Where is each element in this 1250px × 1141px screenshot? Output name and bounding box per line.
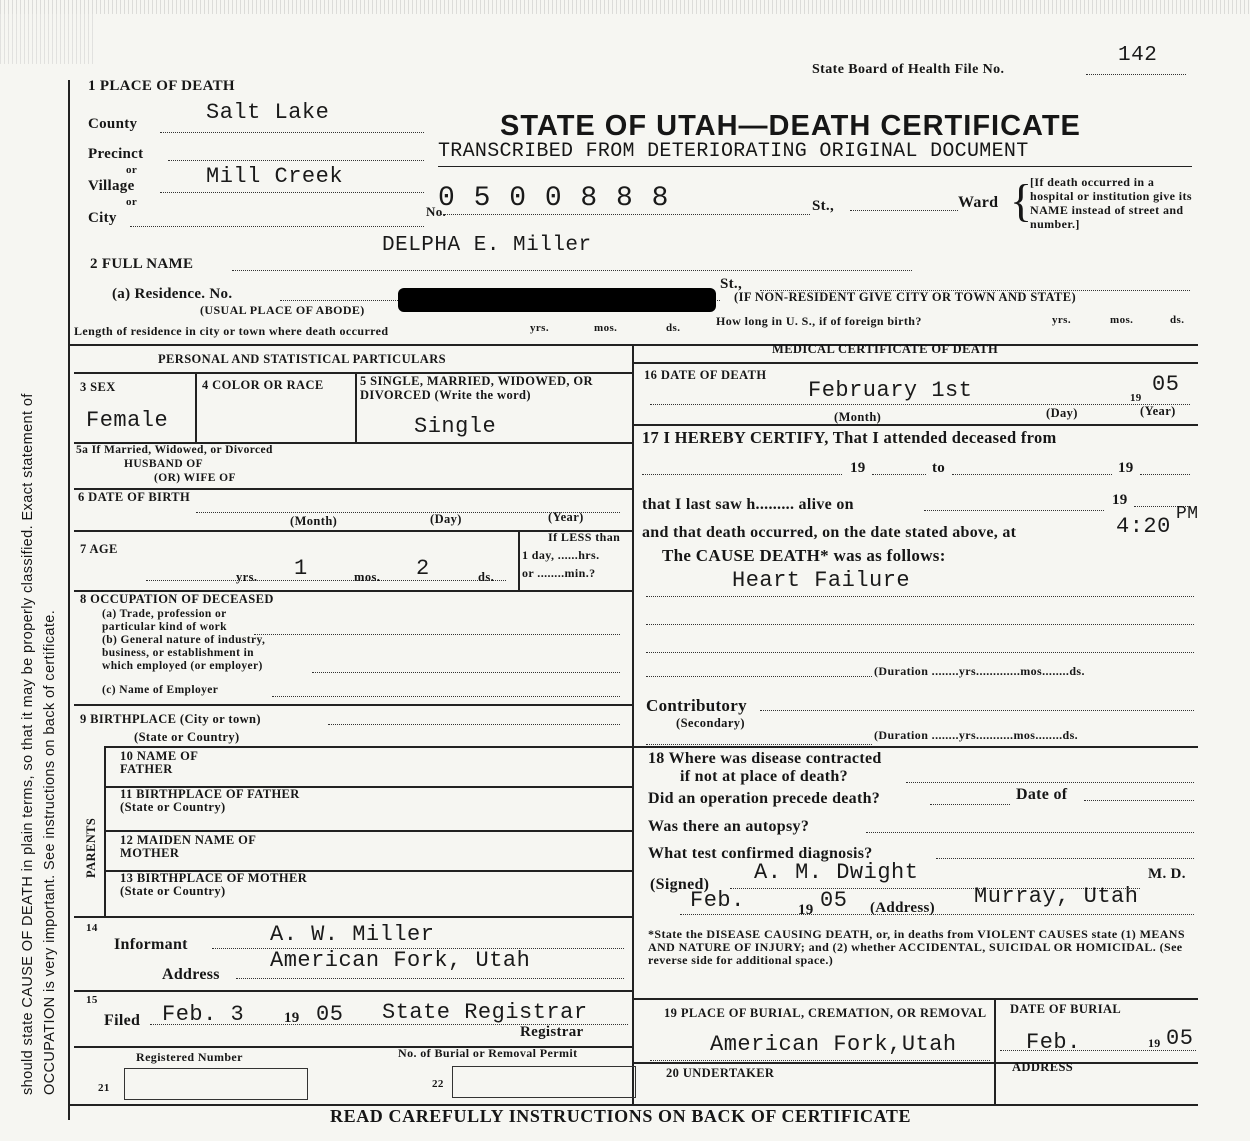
registered-number-box <box>124 1068 308 1100</box>
rule <box>104 830 632 832</box>
age-mos-value: 1 <box>294 556 308 581</box>
spouse-label-2: HUSBAND OF <box>124 458 204 470</box>
death-day-label: (Day) <box>1046 406 1078 420</box>
occupation-a-line <box>254 634 620 635</box>
death-time-suffix: PM <box>1176 504 1199 524</box>
registrar-label: Registrar <box>520 1024 584 1040</box>
test-label: What test confirmed diagnosis? <box>648 845 873 862</box>
filed-year: 05 <box>316 1002 344 1027</box>
occupation-b2: business, or establishment in <box>102 647 254 659</box>
contracted-line <box>906 782 1194 783</box>
document-subtitle: TRANSCRIBED FROM DETERIORATING ORIGINAL DOCUMENT <box>438 140 1029 163</box>
county-label: County <box>88 116 138 132</box>
sex-value: Female <box>86 408 169 433</box>
informant-number: 14 <box>86 922 98 934</box>
length-yrs: yrs. <box>530 322 550 334</box>
place-of-death-heading: 1 PLACE OF DEATH <box>88 78 235 94</box>
duration-line-2 <box>646 744 872 745</box>
dob-month-label: (Month) <box>290 514 338 528</box>
form-frame-left <box>68 80 70 1120</box>
foreign-yrs: yrs. <box>1052 314 1072 326</box>
signed-label: (Signed) <box>650 876 710 893</box>
certificate-number: 0 5 0 0 8 8 8 <box>438 183 670 214</box>
color-race-label: 4 COLOR OR RACE <box>202 378 324 392</box>
occupation-label: 8 OCCUPATION OF DECEASED <box>80 592 274 606</box>
less-than-minutes: or ........min.? <box>522 566 596 580</box>
cause-label: The CAUSE DEATH* was as follows: <box>662 546 946 565</box>
scan-edge-artifact <box>0 0 1250 14</box>
operation-line <box>930 804 1010 805</box>
column-divider <box>632 344 634 1104</box>
residence-label: (a) Residence. No. <box>112 286 233 302</box>
contributory-label: Contributory <box>646 696 747 715</box>
death-month-label: (Month) <box>834 410 882 424</box>
age-yrs-label: yrs. <box>236 570 258 584</box>
usual-abode-label: (USUAL PLACE OF ABODE) <box>200 303 365 317</box>
ward-label: Ward <box>958 194 999 211</box>
length-mos: mos. <box>594 322 618 334</box>
attended-to: to <box>932 460 946 476</box>
foreign-mos: mos. <box>1110 314 1134 326</box>
less-than-label: If LESS than <box>548 530 621 544</box>
state-registrar: State Registrar <box>382 1000 588 1025</box>
foreign-ds: ds. <box>1170 314 1185 326</box>
duration-2: (Duration ........yrs...........mos........ds. <box>874 728 1079 742</box>
mother-birthplace-label: 13 BIRTHPLACE OF MOTHER (State or Country) <box>120 871 308 898</box>
residence-street-label: St., <box>720 276 743 292</box>
street-label: St., <box>812 198 835 214</box>
city-line <box>130 226 424 227</box>
precinct-label: Precinct <box>88 146 144 162</box>
undertaker-label: 20 UNDERTAKER <box>666 1066 775 1080</box>
filed-year-prefix: 19 <box>284 1010 300 1026</box>
burial-date-value: Feb. <box>1026 1030 1081 1055</box>
death-date-label: 16 DATE OF DEATH <box>644 368 767 382</box>
street-line <box>440 214 810 215</box>
medical-heading: MEDICAL CERTIFICATE OF DEATH <box>772 342 999 356</box>
attended-year-line <box>872 474 926 475</box>
attended-year2-line <box>1140 474 1190 475</box>
full-name-value: DELPHA E. Miller <box>382 234 592 257</box>
occupation-a1: (a) Trade, profession or <box>102 608 227 620</box>
burial-permit-label: No. of Burial or Removal Permit <box>398 1046 578 1060</box>
birthplace-label: 9 BIRTHPLACE (City or town) <box>80 712 261 726</box>
informant-address-line <box>236 978 624 979</box>
precinct-line <box>168 160 424 161</box>
occupation-b1: (b) General nature of industry, <box>102 634 266 646</box>
rule <box>632 1062 1198 1064</box>
attended-to-line <box>952 474 1112 475</box>
margin-instructions-2: OCCUPATION is very important. See instructions on back of certificate. <box>42 609 58 1095</box>
rule <box>632 998 1198 1000</box>
sex-label: 3 SEX <box>80 380 116 394</box>
md-label: M. D. <box>1148 866 1186 882</box>
contributory-line <box>760 710 1194 711</box>
contracted-label-1: 18 Where was disease contracted <box>648 750 882 767</box>
village-line <box>160 192 424 193</box>
signature-date: Feb. <box>690 888 745 913</box>
rule <box>355 372 357 442</box>
spouse-label-1: 5a If Married, Widowed, or Divorced <box>76 444 273 456</box>
certify-line-1: 17 I HEREBY CERTIFY, That I attended deceased from <box>642 428 1057 447</box>
filed-date: Feb. 3 <box>162 1002 245 1027</box>
attended-19b: 19 <box>1118 460 1134 476</box>
rule <box>632 746 1198 748</box>
page-number: 142 <box>1118 44 1158 67</box>
duration-line-1 <box>646 676 872 677</box>
rule <box>195 372 197 442</box>
rule <box>994 998 996 1104</box>
death-year: 05 <box>1152 372 1180 397</box>
occupation-b3: which employed (or employer) <box>102 660 263 672</box>
occupation-a2: particular kind of work <box>102 621 227 633</box>
personal-particulars-heading: PERSONAL AND STATISTICAL PARTICULARS <box>158 352 446 366</box>
employer-line <box>272 696 620 697</box>
signature-address-line <box>680 914 1194 915</box>
last-saw-label: that I last saw h......... alive on <box>642 496 854 513</box>
burial-date-line <box>1000 1050 1196 1051</box>
occupation-b-line <box>312 672 620 673</box>
burial-permit-box <box>452 1066 636 1098</box>
signature-address: Murray, Utah <box>974 884 1139 909</box>
ward-note: [If death occurred in a hospital or institution give its NAME instead of street and number.] <box>1030 175 1192 231</box>
death-year-label: (Year) <box>1140 404 1176 418</box>
burial-place-line <box>650 1060 990 1061</box>
test-line <box>936 858 1194 859</box>
full-name-label: 2 FULL NAME <box>90 256 194 272</box>
death-date-value: February 1st <box>808 378 973 403</box>
cause-line-1 <box>646 596 1194 597</box>
death-year-prefix: 19 <box>1130 392 1142 404</box>
attended-from-line <box>642 474 842 475</box>
operation-date-line <box>1084 800 1194 801</box>
street-number-label: No. <box>426 204 447 219</box>
marital-label: 5 SINGLE, MARRIED, WIDOWED, OR DIVORCED (Write the word) <box>360 374 593 402</box>
cause-value: Heart Failure <box>732 568 911 593</box>
rule <box>632 362 1198 364</box>
informant-address-value: American Fork, Utah <box>270 948 531 973</box>
subtitle-rule <box>438 166 1192 167</box>
occupation-c: (c) Name of Employer <box>102 684 219 696</box>
full-name-line <box>232 270 912 271</box>
autopsy-label: Was there an autopsy? <box>648 818 810 835</box>
rule <box>632 424 1198 426</box>
last-saw-19: 19 <box>1112 492 1128 508</box>
death-occurred-label: and that death occurred, on the date stated above, at <box>642 524 1017 541</box>
contracted-label-2: if not at place of death? <box>680 768 848 785</box>
county-line <box>160 132 424 133</box>
ward-brace: { <box>1010 175 1033 226</box>
county-value: Salt Lake <box>206 100 330 125</box>
file-number-line <box>1086 74 1186 75</box>
undertaker-address-label: ADDRESS <box>1012 1060 1074 1074</box>
death-date-line <box>650 404 1190 405</box>
rule <box>518 530 520 590</box>
birthplace-sub: (State or Country) <box>134 730 240 744</box>
date-of-label: Date of <box>1016 786 1068 803</box>
rule <box>74 916 632 918</box>
physician-signature: A. M. Dwight <box>754 860 919 885</box>
ward-line <box>850 210 958 211</box>
burial-place-label: 19 PLACE OF BURIAL, CREMATION, OR REMOVAL <box>664 1006 987 1020</box>
cause-line-2 <box>646 624 1194 625</box>
operation-label: Did an operation precede death? <box>648 790 881 807</box>
cause-line-3 <box>646 652 1194 653</box>
document-title: STATE OF UTAH—DEATH CERTIFICATE <box>500 110 1081 142</box>
city-label: City <box>88 210 117 226</box>
burial-year-prefix: 19 <box>1148 1036 1161 1050</box>
signature-year-prefix: 19 <box>798 902 814 918</box>
nonresident-label: (IF NON-RESIDENT GIVE CITY OR TOWN AND STATE) <box>734 290 1077 304</box>
foreign-birth-label: How long in U. S., if of foreign birth? <box>716 314 922 328</box>
signature-address-label: (Address) <box>870 900 935 916</box>
parents-label: PARENTS <box>84 817 98 878</box>
dob-year-label: (Year) <box>548 510 584 524</box>
or-label-2: or <box>126 196 138 208</box>
marital-value: Single <box>414 414 497 439</box>
age-line <box>146 580 506 581</box>
margin-instructions-1: should state CAUSE OF DEATH in plain terms, so that it may be properly classified. Exact statement of <box>20 393 36 1095</box>
filed-label: Filed <box>104 1012 141 1029</box>
rule <box>74 990 632 992</box>
rule <box>104 746 632 748</box>
length-ds: ds. <box>666 322 681 334</box>
age-label: 7 AGE <box>80 542 118 556</box>
violent-causes-note: *State the DISEASE CAUSING DEATH, or, in deaths from VIOLENT CAUSES state (1) MEANS AND NATURE OF INJURY; and (2) whether ACCIDENTAL, SUICIDAL OR HOMICIDAL. (See reverse side for additional space.) <box>648 927 1185 967</box>
less-than-hours: 1 day, ......hrs. <box>522 548 600 562</box>
secondary-label: (Secondary) <box>676 716 745 730</box>
informant-label: Informant <box>114 936 188 953</box>
mother-name-label: 12 MAIDEN NAME OF MOTHER <box>120 833 256 860</box>
filed-number: 15 <box>86 994 98 1006</box>
village-label: Village <box>88 178 135 194</box>
attended-19a: 19 <box>850 460 866 476</box>
dob-label: 6 DATE OF BIRTH <box>78 490 191 504</box>
informant-value: A. W. Miller <box>270 922 435 947</box>
age-mos-label: mos. <box>354 570 381 584</box>
father-birthplace-label: 11 BIRTHPLACE OF FATHER (State or Country) <box>120 787 300 814</box>
length-residence-label: Length of residence in city or town where death occurred <box>74 324 389 338</box>
father-name-label: 10 NAME OF FATHER <box>120 749 198 776</box>
informant-address-label: Address <box>162 966 220 983</box>
age-ds-value: 2 <box>416 556 430 581</box>
village-value: Mill Creek <box>206 164 344 189</box>
signature-year: 05 <box>820 888 848 913</box>
burial-year: 05 <box>1166 1026 1194 1051</box>
number-22: 22 <box>432 1078 444 1090</box>
birthplace-line <box>328 724 620 725</box>
scan-edge-artifact <box>0 14 95 64</box>
registered-number-label: Registered Number <box>136 1050 243 1064</box>
file-number-label: State Board of Health File No. <box>812 62 1005 77</box>
rule <box>74 704 632 706</box>
redacted-address <box>398 288 716 312</box>
footer-instructions: READ CAREFULLY INSTRUCTIONS ON BACK OF CERTIFICATE <box>330 1106 912 1126</box>
burial-place-value: American Fork,Utah <box>710 1032 957 1057</box>
death-time: 4:20 <box>1116 514 1171 539</box>
spouse-label-3: (OR) WIFE OF <box>154 472 236 484</box>
age-ds-label: ds. <box>478 570 495 584</box>
dob-day-label: (Day) <box>430 512 462 526</box>
autopsy-line <box>866 832 1194 833</box>
number-21: 21 <box>98 1082 110 1094</box>
last-saw-line <box>924 510 1104 511</box>
duration-1: (Duration ........yrs.............mos........ds. <box>874 664 1085 678</box>
burial-date-label: DATE OF BURIAL <box>1010 1002 1122 1016</box>
or-label: or <box>126 164 138 176</box>
